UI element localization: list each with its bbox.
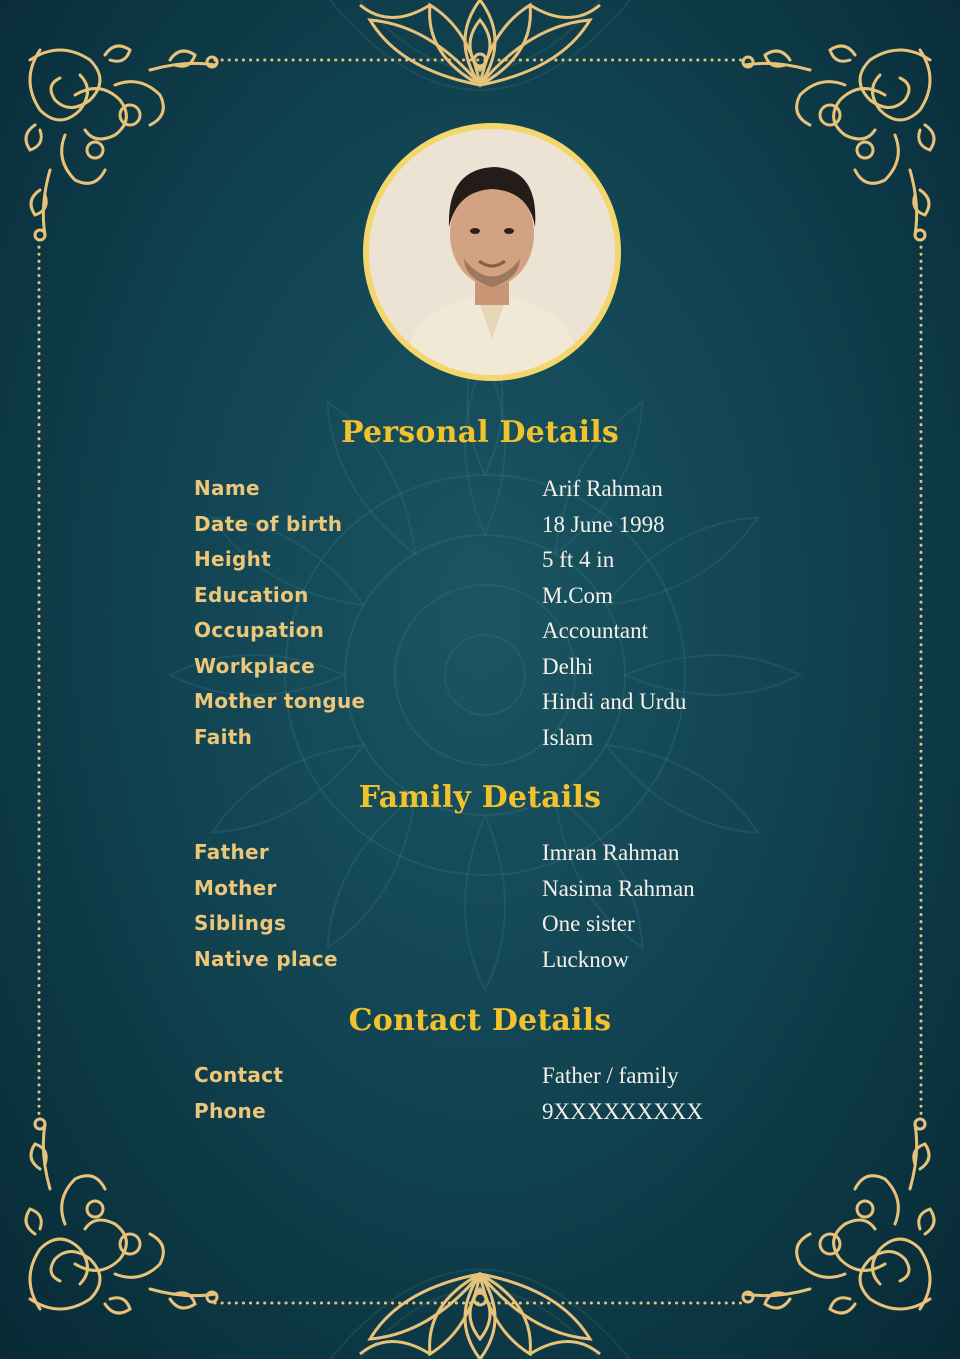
bottom-lotus-ornament-icon <box>330 1269 630 1359</box>
detail-value: Islam <box>542 724 594 750</box>
detail-value: Father / family <box>542 1063 679 1088</box>
contact-detail-row <box>194 1063 794 1097</box>
detail-label: Name <box>194 476 260 500</box>
detail-label: Workplace <box>194 653 316 678</box>
detail-value: Arif Rahman <box>542 476 663 501</box>
personal-detail-row <box>194 689 794 723</box>
personal-detail-row <box>194 583 794 617</box>
profile-photo-frame <box>363 123 621 381</box>
family-details-title: Family Details <box>358 780 602 815</box>
detail-label: Siblings <box>194 911 287 935</box>
personal-detail-row <box>194 547 794 581</box>
personal-detail-row <box>194 618 794 652</box>
detail-value: Delhi <box>542 653 594 679</box>
detail-label: Date of birth <box>194 511 343 536</box>
detail-label: Occupation <box>194 618 325 642</box>
detail-label: Faith <box>194 724 253 749</box>
detail-value: Lucknow <box>542 946 629 972</box>
corner-ornament-top-right-icon <box>730 40 940 250</box>
contact-details-title: Contact Details <box>348 1003 612 1038</box>
personal-detail-row <box>194 725 794 759</box>
detail-value: 18 June 1998 <box>542 511 665 537</box>
corner-ornament-bottom-left-icon <box>20 1109 230 1319</box>
detail-value: One sister <box>542 911 635 936</box>
detail-label: Native place <box>194 946 338 971</box>
profile-photo <box>369 129 615 375</box>
family-detail-row <box>194 947 794 981</box>
personal-detail-row <box>194 654 794 688</box>
detail-value: Accountant <box>542 618 649 643</box>
detail-value: Hindi and Urdu <box>542 689 687 714</box>
detail-label: Mother <box>194 875 277 900</box>
detail-value: 5 ft 4 in <box>542 547 615 572</box>
detail-label: Education <box>194 582 309 607</box>
top-lotus-ornament-icon <box>330 0 630 90</box>
detail-label: Father <box>194 840 270 864</box>
personal-detail-row <box>194 512 794 546</box>
detail-label: Height <box>194 547 272 571</box>
detail-value: Imran Rahman <box>542 840 680 865</box>
personal-detail-row <box>194 476 794 510</box>
detail-label: Contact <box>194 1063 284 1087</box>
personal-details-title: Personal Details <box>341 415 619 450</box>
corner-ornament-top-left-icon <box>20 40 230 250</box>
portrait-photo-icon <box>369 129 615 375</box>
family-detail-row <box>194 911 794 945</box>
detail-value: Nasima Rahman <box>542 875 695 901</box>
contact-detail-row <box>194 1099 794 1133</box>
family-detail-row <box>194 876 794 910</box>
detail-value: M.Com <box>542 582 613 608</box>
detail-label: Mother tongue <box>194 689 366 713</box>
family-detail-row <box>194 840 794 874</box>
detail-label: Phone <box>194 1098 266 1123</box>
detail-value: 9XXXXXXXXX <box>542 1098 703 1124</box>
corner-ornament-bottom-right-icon <box>730 1109 940 1319</box>
